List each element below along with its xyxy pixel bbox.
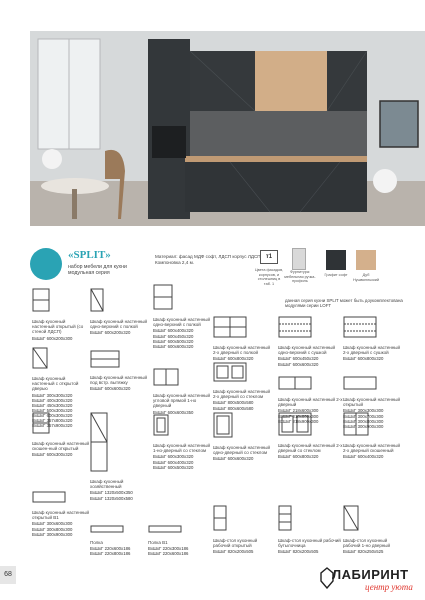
catalog-item: Шкаф кухонный настенный скошен-ный открытый ВхШхГ 600х300х320 (32, 412, 90, 458)
catalog-item: Шкаф кухонный настенный угловой прямой 1-но дверный ВхШхГ 600х600х350 (153, 368, 215, 415)
catalog-item: Шкаф кухонный настенный открытый ВхШхГ 300х300х300 ВхШхГ 300х700х300 ВхШхГ 300х800х300 ВхШхГ 300х900х300 (343, 376, 405, 429)
cabinet-door-icon (153, 284, 173, 310)
colors-caption: Цвета фасадов, корпусов, и столешниц в таб. 1 (254, 268, 284, 286)
brand-tagline: центр уюта (365, 582, 413, 592)
cabinet-open-icon (32, 288, 50, 312)
glass-cabinet-icon (213, 362, 247, 382)
catalog-item: Шкаф кухонный настенный 2-х дверный со стеклом ВхШхГ 600х800х320 (278, 412, 343, 460)
glass-cabinet-icon (213, 412, 233, 438)
catalog-item: Полка ВхШхГ 220х600х186 ВхШхГ 220х800х186 (90, 520, 145, 556)
bottle-rack-icon (278, 505, 292, 531)
catalog-item: Шкаф кухонный настенный с открытой дверью ВхШхГ 300х300х320 ВхШхГ 400х300х320 ВхШхГ 450х300х320 ВхШхГ 500х300х320 ВхШхГ 600х300х320 ВхШхГ 357х800х320 ВхШхГ 357х900х320 (32, 347, 87, 428)
glass-cabinet-icon (153, 414, 169, 436)
corner-cabinet-icon (153, 368, 179, 386)
kitchen-photo (30, 31, 425, 226)
dish-rack-cabinet-icon (343, 316, 377, 338)
catalog-item: Шкаф кухонный настенный 1-но-дверный со стеклом ВхШхГ 600х300х320 ВхШхГ 600х400х320 ВхШхГ 600х500х320 (153, 414, 213, 470)
table-ref-box: т1 (260, 250, 278, 264)
catalog-item: Шкаф-стол кухонный рабочий открытый ВхШхГ 820х200х505 (213, 505, 275, 555)
shelf-icon (90, 525, 124, 533)
catalog-item: Шкаф кухонный настенный 2-х дверный с полкой ВхШхГ 600х800х320 (213, 316, 275, 362)
catalog-item: Шкаф кухонный настенный открытый В1 ВхШхГ 300х600х300 ВхШхГ 300х800х300 ВхШхГ 300х900х300 (32, 490, 90, 537)
oak-swatch (356, 250, 376, 270)
series-title: «SPLIT» (68, 249, 111, 261)
double-cabinet-icon (213, 316, 247, 338)
catalog-item: Шкаф кухонный настенный 2-х дверный с сушкой ВхШхГ 600х800х320 (343, 316, 405, 362)
brand-logo (320, 565, 425, 600)
base-door-cabinet-icon (343, 505, 359, 531)
angled-cabinet-icon (343, 412, 369, 436)
cabinet-door-icon (32, 347, 48, 369)
low-cabinet-icon (278, 376, 312, 390)
handle-icon (292, 248, 306, 270)
catalog-item: Шкаф кухонный настенный 2-х дверный скошенный ВхШхГ 600х400х320 (343, 412, 405, 460)
graphite-swatch (326, 250, 346, 270)
catalog-item: Шкаф кухонный настенный одно-дверный со стеклом ВхШхГ 600х600х320 (213, 412, 275, 462)
handle-caption: Фурнитура: мебельная ручка-профиль (284, 270, 316, 284)
tall-cabinet-icon (90, 412, 108, 472)
catalog-item: Шкаф кухонный настенный под встр. вытяжку ВхШхГ 600х600х320 (90, 350, 150, 392)
catalog-item: Шкаф-стол кухонный рабочий 1-но дверный ВхШхГ 820х250х525 (343, 505, 405, 555)
page-number: 68 (0, 566, 16, 584)
open-shelf-icon (343, 376, 377, 390)
base-open-cabinet-icon (213, 505, 227, 531)
catalog-item: Шкаф кухонный настенный одно-верхний с полкой ВхШхГ 600х400х320 ВхШхГ 600х450х320 ВхШхГ 600х500х320 ВхШхГ 600х600х320 (153, 284, 215, 349)
glass-cabinet-icon (278, 412, 312, 436)
catalog-item: Шкаф кухонный настенный 2-х дверный со стеклом ВхШхГ 800х500х580 ВхШхГ 800х600х580 (213, 362, 275, 411)
series-subtitle: набор мебели для кухни модульная серия (68, 264, 127, 277)
open-shelf-icon (32, 491, 66, 503)
brand-name: ЛАБИРИНТ (332, 567, 409, 582)
catalog-item: Шкаф кухонный настенный одно-верхний с сушкой ВхШхГ 600х450х320 ВхШхГ 600х600х320 (278, 316, 343, 367)
dish-rack-cabinet-icon (278, 316, 312, 338)
material-info: Материал: фасад МДФ софт, ЛДСП корпус ЛДСП Компоновка 2,4 м. (155, 254, 261, 265)
angled-cabinet-icon (32, 412, 50, 434)
series-badge (30, 248, 62, 280)
catalog-item: Шкаф кухонный настенный открытый (со стеной ЛДСП) ВхШхГ 600х200х300 (32, 288, 87, 341)
catalog-item: Полка В1 ВхШхГ 220х300х186 ВхШхГ 220х600х186 (148, 520, 208, 556)
catalog-item: Шкаф кухонный хозяйственный ВхШхГ 1320х500х350 ВхШхГ 1320х500х580 (90, 412, 152, 501)
cabinet-door-icon (90, 288, 104, 312)
shelf-icon (148, 525, 182, 533)
hood-cabinet-icon (90, 350, 120, 368)
series-note: данная серия кухни SPLIT может быть доукомплектована модулями серии LOFT (285, 298, 403, 309)
oak-label: Дуб Нушвилльский (352, 273, 380, 282)
graphite-label: Графит софт (324, 273, 348, 277)
catalog-item: Шкаф-стол кухонный рабочий бутылочница ВхШхГ 820х200х505 (278, 505, 343, 555)
catalog-item: Шкаф кухонный настенный одно-верхний с полкой ВхШхГ 600х200х320 (90, 288, 150, 336)
catalog-item: Шкаф кухонный настенный 2-х дверный ВхШхГ 218х600х300 ВхШхГ 218х800х300 ВхШхГ 218х900х300 (278, 376, 343, 424)
